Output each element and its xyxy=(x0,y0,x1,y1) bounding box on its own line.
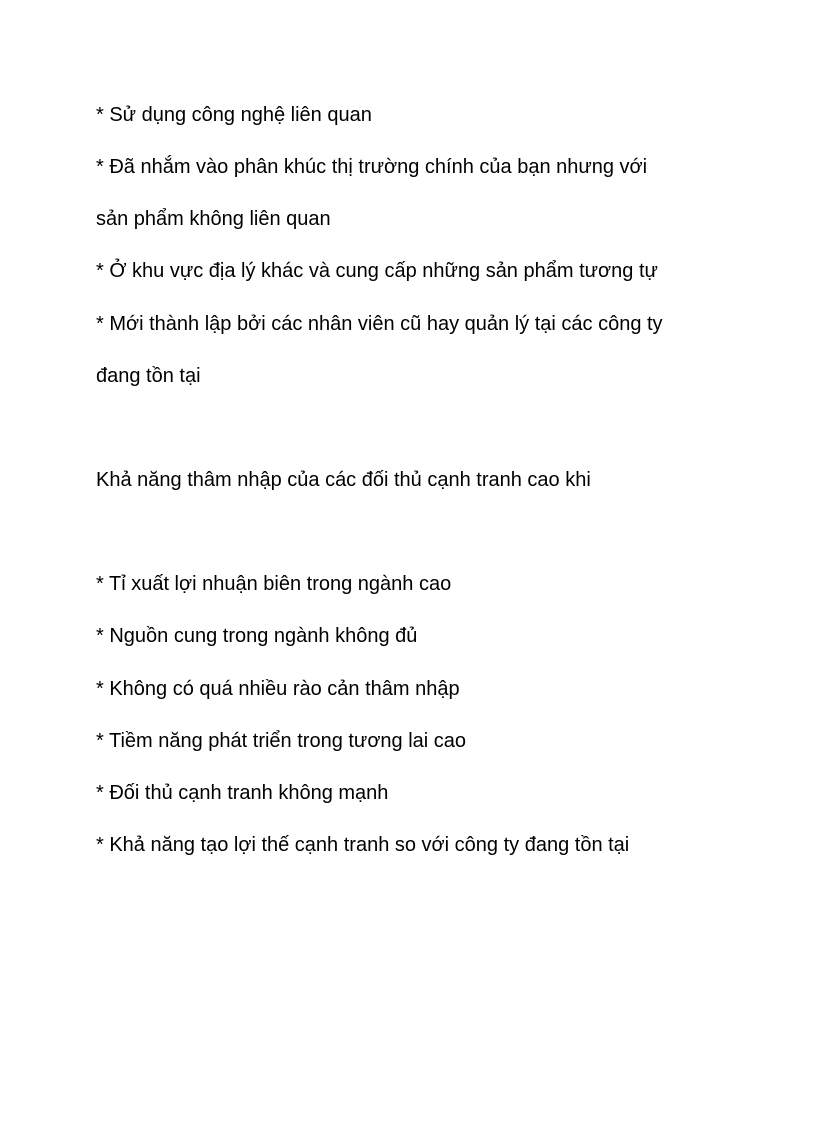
list-item: * Tỉ xuất lợi nhuận biên trong ngành cao xyxy=(96,573,452,595)
list-item: * Ở khu vực địa lý khác và cung cấp những sản phẩm tương tự xyxy=(96,260,658,282)
list-item: * Khả năng tạo lợi thế cạnh tranh so với công ty đang tồn tại xyxy=(96,834,630,856)
list-item: * Nguồn cung trong ngành không đủ xyxy=(96,625,418,647)
list-item: * Không có quá nhiều rào cản thâm nhập xyxy=(96,678,460,700)
list-item: * Sử dụng công nghệ liên quan xyxy=(96,104,372,126)
list-item: * Đối thủ cạnh tranh không mạnh xyxy=(96,782,389,804)
list-item: * Tiềm năng phát triển trong tương lai cao xyxy=(96,730,467,752)
list-item-continuation: sản phẩm không liên quan xyxy=(96,208,331,230)
list-item: * Đã nhắm vào phân khúc thị trường chính của bạn nhưng với xyxy=(96,156,648,178)
section-heading: Khả năng thâm nhập của các đối thủ cạnh tranh cao khi xyxy=(96,469,591,491)
list-item: * Mới thành lập bởi các nhân viên cũ hay quản lý tại các công ty xyxy=(96,313,663,335)
list-item-continuation: đang tồn tại xyxy=(96,365,201,387)
